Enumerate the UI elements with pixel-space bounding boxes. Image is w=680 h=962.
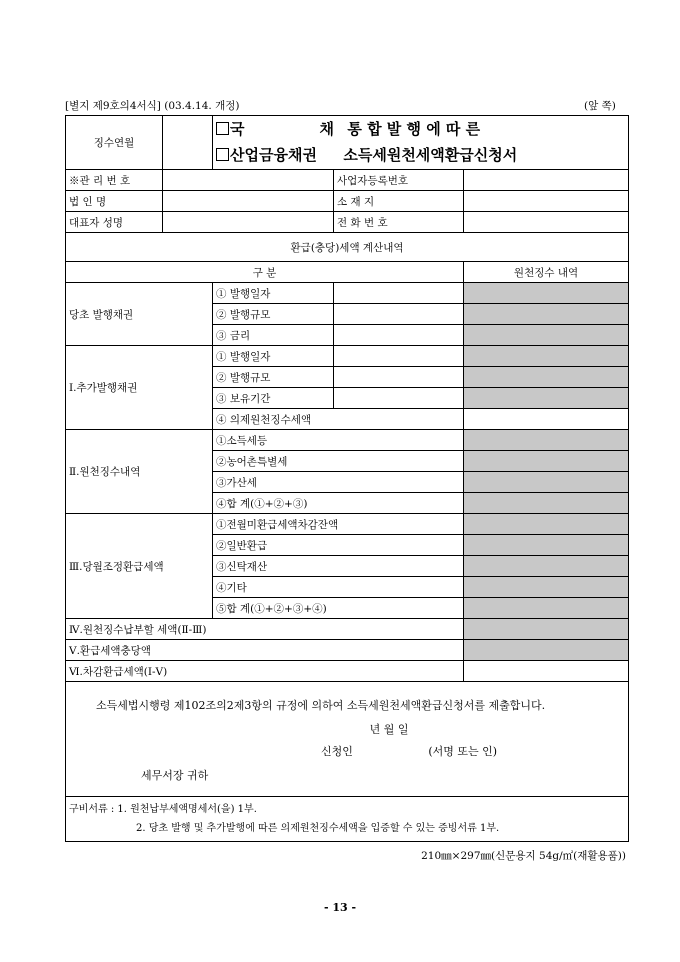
rep-name-value[interactable] [163,212,334,233]
gray-cell [464,283,629,304]
location-label: 소 재 지 [334,191,464,212]
gray-cell [464,346,629,367]
adjust-item: ③신탁재산 [213,556,464,577]
tel-label: 전 화 번 호 [334,212,464,233]
additional-item: ④ 의제원천징수세액 [213,409,464,430]
additional-value[interactable] [334,346,464,367]
adjust-item: ④기타 [213,577,464,598]
page-number: - 13 - [323,901,357,914]
additional-item: ② 발행규모 [213,367,334,388]
adjust-item: ②일반환급 [213,535,464,556]
gray-cell [464,619,629,640]
collection-month-value[interactable] [163,116,213,170]
original-item: ② 발행규모 [213,304,334,325]
sign-label: (서명 또는 인) [428,744,498,758]
withholding-item: ④합 계(①+②+③) [213,493,464,514]
checkbox-national-bond[interactable] [216,122,229,135]
adjust-item: ①전월미환급세액차감잔액 [213,514,464,535]
additional-bond-label: Ⅰ.추가발행채권 [66,346,213,430]
title-line2: 소득세원천세액환급신청서 [343,145,518,164]
form-table [65,115,629,842]
gray-cell [464,514,629,535]
required-docs-line2: 2. 당초 발행 및 추가발행에 따른 의제원천징수세액을 입증할 수 있는 증빙서류 1부. [136,823,500,834]
mgmt-number-label: ※관 리 번 호 [66,170,163,191]
gray-cell [464,325,629,346]
collection-month-label: 징수연월 [66,116,163,170]
original-value[interactable] [334,325,464,346]
location-value[interactable] [464,191,629,212]
checkbox-industrial-bond[interactable] [216,148,229,161]
original-item: ① 발행일자 [213,283,334,304]
application-form [65,115,628,842]
applicant-label: 신청인 [321,744,353,758]
withholding-item: ③가산세 [213,472,464,493]
corp-name-label: 법 인 명 [66,191,163,212]
row-v: Ⅴ.환급세액충당액 [66,640,464,661]
original-value[interactable] [334,304,464,325]
corp-name-value[interactable] [163,191,334,212]
withholding-item: ②농어촌특별세 [213,451,464,472]
gray-cell [464,451,629,472]
form-number: [별지 제9호의4서식] (03.4.14. 개정) [65,100,240,112]
required-docs-line1: 구비서류 : 1. 원천납부세액명세서(을) 1부. [69,804,257,815]
gray-cell [464,640,629,661]
withholding-item: ①소득세등 [213,430,464,451]
gray-cell [464,577,629,598]
gray-cell [464,493,629,514]
row-vi: Ⅵ.차감환급세액(Ⅰ-Ⅴ) [66,661,464,682]
biz-reg-value[interactable] [464,170,629,191]
rep-name-label: 대표자 성명 [66,212,163,233]
additional-amount[interactable] [464,409,629,430]
col-withholding: 원천징수 내역 [464,262,629,283]
paper-spec: 210㎜×297㎜(신문용지 54g/㎡(재활용품)) [421,850,626,862]
original-item: ③ 금리 [213,325,334,346]
additional-item: ① 발행일자 [213,346,334,367]
declaration-date: 년 월 일 [369,722,409,736]
title-line1: 통 합 발 행 에 따 른 [347,119,481,138]
adjust-item: ⑤합 계(①+②+③+④) [213,598,464,619]
gray-cell [464,304,629,325]
gray-cell [464,367,629,388]
original-bond-label: 당초 발행채권 [66,283,213,346]
declaration [66,682,629,797]
additional-value[interactable] [334,388,464,409]
gray-cell [464,556,629,577]
gray-cell [464,535,629,556]
addressee: 세무서장 귀하 [141,768,209,782]
additional-value[interactable] [334,367,464,388]
form-title: 국 채 통 합 발 행 에 따 른 산업금융채권 소득세원천세액환급신청서 [213,116,629,170]
additional-item: ③ 보유기간 [213,388,334,409]
row-iv: Ⅳ.원천징수납부할 세액(Ⅱ-Ⅲ) [66,619,464,640]
mgmt-number-value[interactable] [163,170,334,191]
gray-cell [464,598,629,619]
adjust-label: Ⅲ.당월조정환급세액 [66,514,213,619]
gray-cell [464,472,629,493]
row-vi-value[interactable] [464,661,629,682]
col-gubun: 구 분 [66,262,464,283]
calc-title: 환급(충당)세액 계산내역 [66,233,629,262]
withholding-label: Ⅱ.원천징수내역 [66,430,213,514]
declaration-text: 소득세법시행령 제102조의2제3항의 규정에 의하여 소득세원천세액환급신청서를 제출합니다. [96,698,546,712]
gray-cell [464,388,629,409]
page-side: (앞 쪽) [584,100,616,112]
original-value[interactable] [334,283,464,304]
biz-reg-label: 사업자등록번호 [334,170,464,191]
tel-value[interactable] [464,212,629,233]
gray-cell [464,430,629,451]
required-docs [66,797,629,842]
